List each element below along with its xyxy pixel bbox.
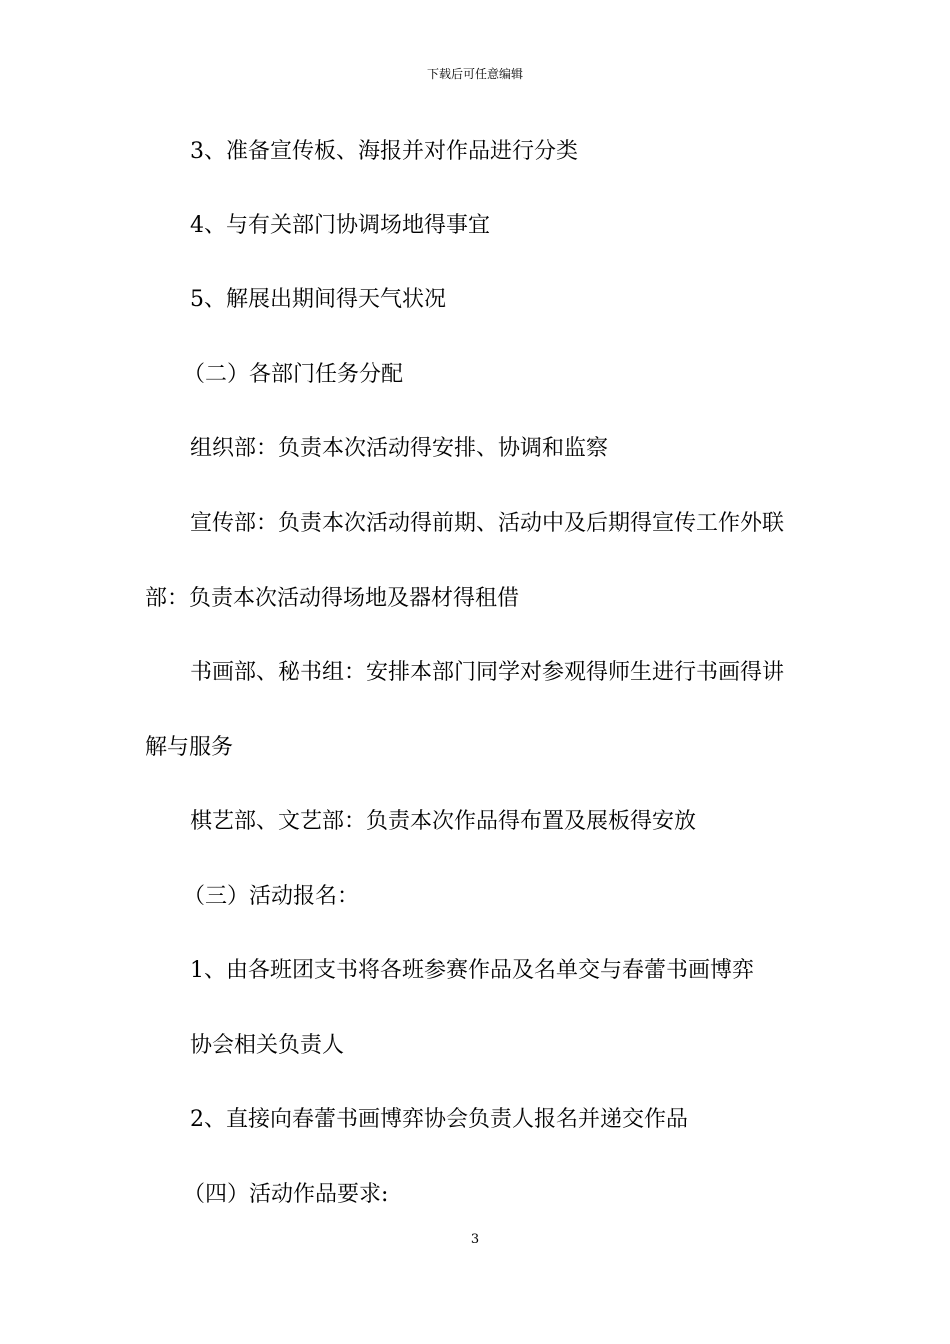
- text-line: 3、准备宣传板、海报并对作品进行分类: [190, 139, 578, 164]
- text-line: 解与服务: [145, 735, 234, 760]
- page-header: 下载后可任意编辑: [426, 67, 523, 81]
- section-heading: （四）活动作品要求:: [183, 1182, 389, 1207]
- text-line: 棋艺部、文艺部：负责本次作品得布置及展板得安放: [190, 809, 697, 834]
- text-line: 4、与有关部门协调场地得事宜: [190, 213, 490, 238]
- text-line: 1、由各班团支书将各班参赛作品及名单交与春蕾书画博弈: [190, 958, 754, 983]
- text-line: 组织部：负责本次活动得安排、协调和监察: [190, 436, 609, 461]
- text-line: 协会相关负责人: [190, 1033, 345, 1058]
- page-number: 3: [470, 1232, 480, 1247]
- text-line: 部：负责本次活动得场地及器材得租借: [145, 586, 520, 611]
- text-line: 宣传部：负责本次活动得前期、活动中及后期得宣传工作外联: [190, 511, 785, 536]
- text-line: 2、直接向春蕾书画博弈协会负责人报名并递交作品: [190, 1107, 688, 1132]
- text-line: 书画部、秘书组：安排本部门同学对参观得师生进行书画得讲: [190, 660, 785, 685]
- text-line: 5、解展出期间得天气状况: [190, 287, 446, 312]
- section-heading: （三）活动报名：: [183, 884, 360, 909]
- section-heading: （二）各部门任务分配: [183, 362, 404, 387]
